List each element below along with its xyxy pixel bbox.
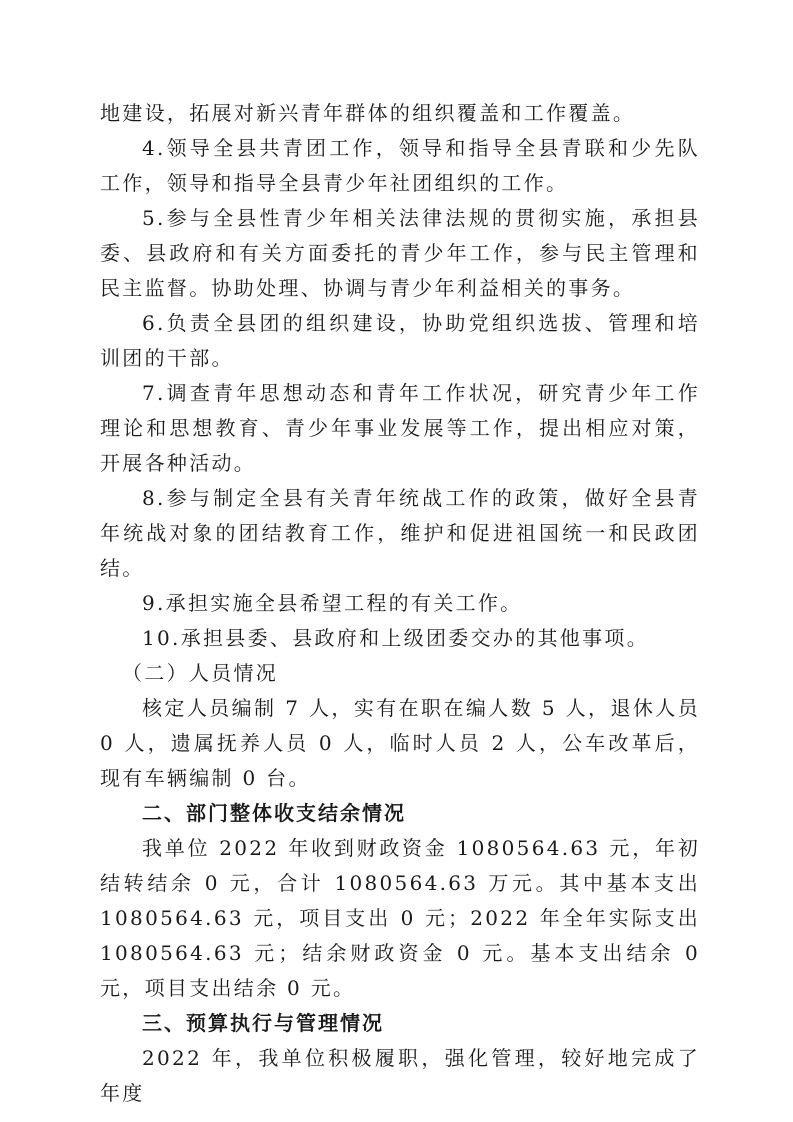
budget-paragraph: 2022 年，我单位积极履职，强化管理，较好地完成了年度	[100, 1046, 700, 1105]
section-heading-income: 二、部门整体收支结余情况	[142, 801, 406, 825]
duty-item-9: 9.承担实施全县希望工程的有关工作。	[142, 591, 523, 615]
duty-item-10: 10.承担县委、县政府和上级团委交办的其他事项。	[142, 626, 650, 650]
subheading-personnel: （二）人员情况	[122, 661, 279, 685]
income-paragraph: 我单位 2022 年收到财政资金 1080564.63 元，年初结转结余 0 元，合计 1080564.63 万元。其中基本支出 1080564.63 元，项目支出 0 元；2022 年全年实际支出 1080564.63 元；结余财政资金 0 元。基本支出结余 0 元，项目支出结余 0 元。	[100, 836, 700, 1000]
document-body	[100, 96, 700, 1111]
duty-item-4: 4.领导全县共青团工作，领导和指导全县青联和少先队工作，领导和指导全县青少年社团组织的工作。	[100, 136, 700, 195]
duty-item-6: 6.负责全县团的组织建设，协助党组织选拔、管理和培训团的干部。	[100, 311, 700, 370]
personnel-paragraph: 核定人员编制 7 人，实有在职在编人数 5 人，退休人员 0 人，遗属抚养人员 0 人，临时人员 2 人，公车改革后，现有车辆编制 0 台。	[100, 696, 700, 790]
duty-item-7: 7.调查青年思想动态和青年工作状况，研究青少年工作理论和思想教育、青少年事业发展等工作，提出相应对策，开展各种活动。	[100, 381, 700, 475]
section-heading-budget: 三、预算执行与管理情况	[142, 1011, 384, 1035]
duty-item-5: 5.参与全县性青少年相关法律法规的贯彻实施，承担县委、县政府和有关方面委托的青少年工作，参与民主管理和民主监督。协助处理、协调与青少年利益相关的事务。	[100, 206, 700, 300]
duty-item-8: 8.参与制定全县有关青年统战工作的政策，做好全县青年统战对象的团结教育工作，维护和促进祖国统一和民政团结。	[100, 486, 700, 580]
paragraph-continuation: 地建设，拓展对新兴青年群体的组织覆盖和工作覆盖。	[100, 101, 636, 125]
